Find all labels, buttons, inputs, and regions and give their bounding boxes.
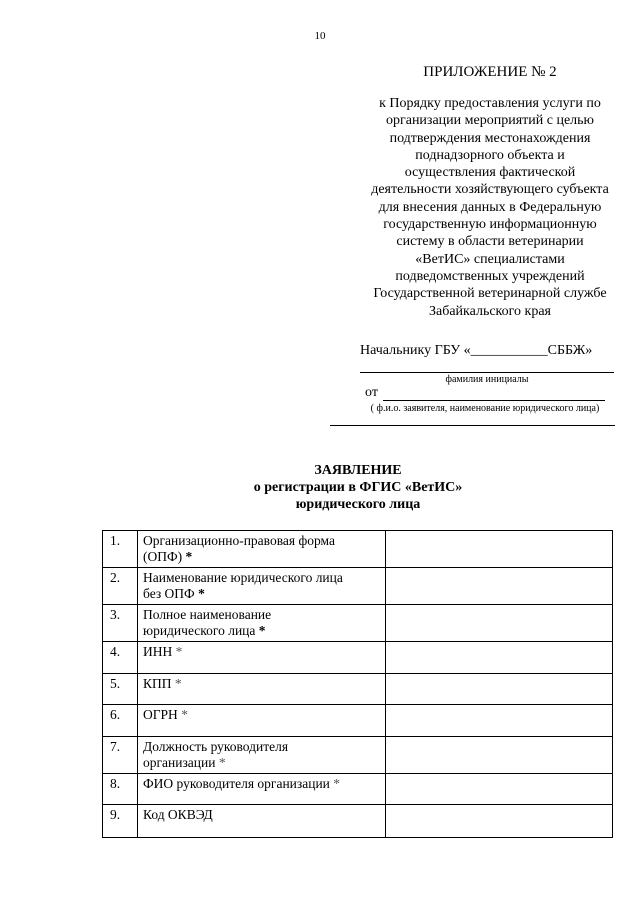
row-number: 4. (103, 642, 138, 674)
name-caption: фамилия инициалы (445, 374, 529, 385)
row-number: 2. (103, 568, 138, 605)
appendix-description (345, 95, 635, 320)
from-label: от (365, 385, 378, 400)
table-row (103, 705, 613, 737)
required-mark: * (185, 549, 193, 564)
table-row (103, 737, 613, 774)
required-mark: * (174, 676, 182, 691)
table-row (103, 674, 613, 705)
statement-title: ЗАЯВЛЕНИЕ (314, 463, 402, 478)
row-label-line2: юридического лица (143, 623, 256, 638)
appendix-line: для внесения данных в Федеральную (378, 199, 602, 215)
table-row (103, 568, 613, 605)
row-label (138, 737, 386, 774)
row-number: 1. (103, 531, 138, 568)
appendix-line: к Порядку предоставления услуги по (379, 96, 601, 111)
value-cell-position[interactable] (386, 737, 613, 774)
appendix-line: деятельности хозяйствующего субъекта (371, 182, 609, 198)
value-cell-name[interactable] (386, 568, 613, 605)
value-cell-okved[interactable] (386, 805, 613, 838)
row-label-line2: без ОПФ (143, 586, 195, 601)
appendix-line: государственную информационную (383, 217, 597, 233)
name-blank-line[interactable] (360, 372, 614, 373)
appendix-line: Государственной ветеринарной службе (373, 286, 607, 302)
row-label-line1: Должность руководителя (143, 739, 289, 754)
required-mark: * (175, 644, 183, 659)
row-label (138, 568, 386, 605)
application-form-table (102, 530, 613, 838)
addressee-line: Начальнику ГБУ «___________СББЖ» (360, 343, 593, 358)
required-mark: * (218, 755, 226, 770)
from-blank-line[interactable] (383, 400, 605, 401)
row-label-line1: КПП (143, 676, 172, 691)
row-number: 7. (103, 737, 138, 774)
appendix-line: организации мероприятий с целью (385, 113, 594, 129)
row-label-line1: Код ОКВЭД (143, 807, 213, 822)
row-label (138, 674, 386, 705)
from-blank-line-2[interactable] (330, 425, 615, 426)
row-number: 8. (103, 774, 138, 805)
value-cell-director[interactable] (386, 774, 613, 805)
required-mark: * (333, 776, 341, 791)
appendix-line: систему в области ветеринарии (396, 234, 584, 250)
statement-subtitle-2: юридического лица (295, 497, 421, 512)
row-label-line2: (ОПФ) (143, 549, 183, 564)
table-row (103, 805, 613, 838)
appendix-line: осуществления фактической (404, 165, 576, 181)
row-label (138, 805, 386, 838)
value-cell-inn[interactable] (386, 642, 613, 674)
row-label (138, 605, 386, 642)
row-label (138, 642, 386, 674)
table-row (103, 605, 613, 642)
table-row (103, 531, 613, 568)
row-number: 9. (103, 805, 138, 838)
table-row (103, 774, 613, 805)
row-number: 3. (103, 605, 138, 642)
row-label-line1: ФИО руководителя организации (143, 776, 330, 791)
row-label-line1: Организационно-правовая форма (143, 533, 335, 548)
row-label-line1: ИНН (143, 644, 173, 659)
from-caption: ( ф.и.о. заявителя, наименование юридического лица) (370, 403, 600, 414)
row-label-line2: организации (143, 755, 216, 770)
statement-heading (0, 462, 640, 513)
appendix-line: «ВетИС» специалистами (415, 251, 565, 267)
page-number: 10 (314, 30, 326, 42)
row-label (138, 531, 386, 568)
required-mark: * (181, 707, 188, 722)
value-cell-ogrn[interactable] (386, 705, 613, 737)
row-label-line1: Полное наименование (143, 607, 272, 622)
statement-subtitle: о регистрации в ФГИС «ВетИС» (253, 480, 463, 495)
required-mark: * (258, 623, 266, 638)
value-cell-full-name[interactable] (386, 605, 613, 642)
row-number: 5. (103, 674, 138, 705)
value-cell-opf[interactable] (386, 531, 613, 568)
row-label (138, 774, 386, 805)
appendix-line: подведомственных учреждений (395, 268, 585, 284)
row-label (138, 705, 386, 737)
row-label-line1: Наименование юридического лица (143, 570, 343, 585)
row-label-line1: ОГРН (143, 707, 178, 722)
value-cell-kpp[interactable] (386, 674, 613, 705)
required-mark: * (198, 586, 205, 601)
table-row (103, 642, 613, 674)
row-number: 6. (103, 705, 138, 737)
appendix-title: ПРИЛОЖЕНИЕ № 2 (423, 64, 557, 80)
appendix-line: Забайкальского края (428, 303, 551, 319)
appendix-line: поднадзорного объекта и (415, 147, 565, 163)
appendix-line: подтверждения местонахождения (389, 130, 591, 146)
